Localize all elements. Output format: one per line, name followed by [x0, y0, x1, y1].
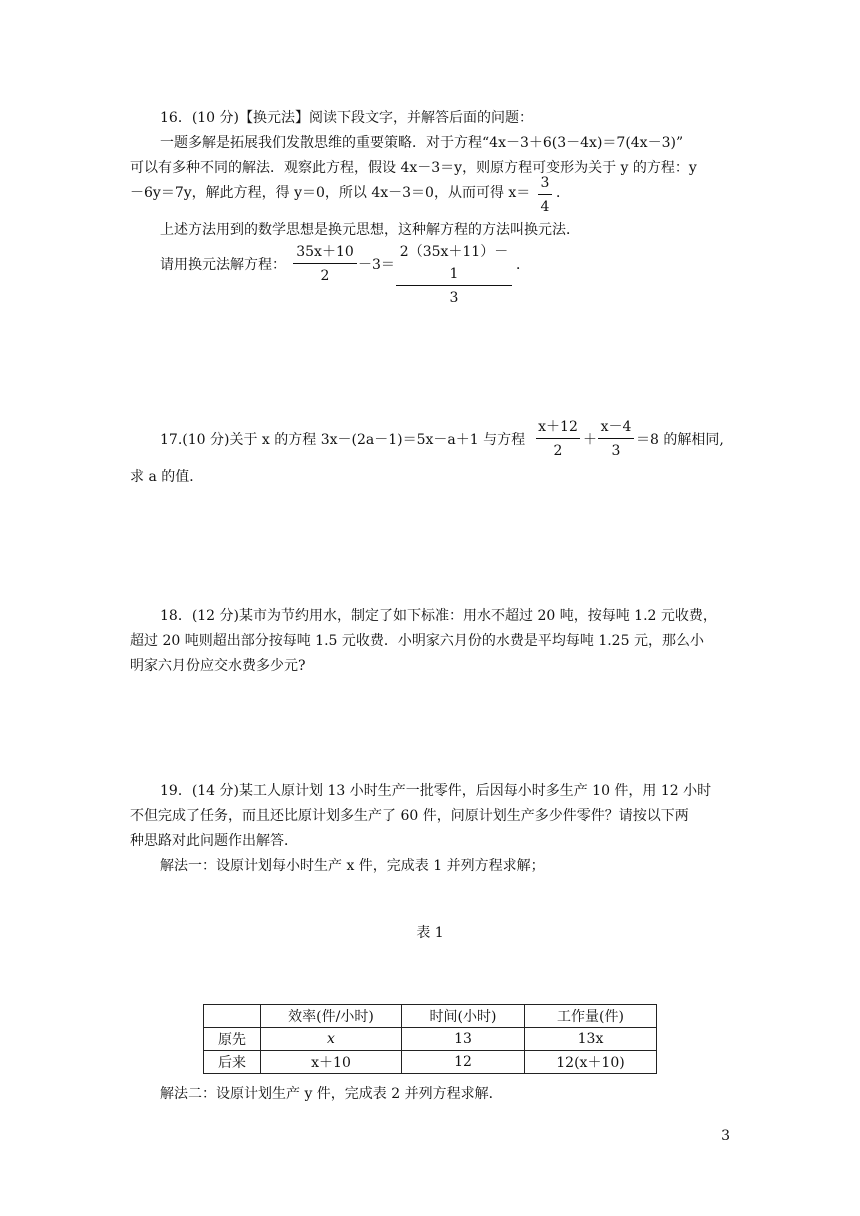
- fraction-denominator: 3: [449, 290, 459, 306]
- fraction-denominator: 2: [320, 268, 330, 284]
- q19-line3: 种思路对此问题作出解答．: [130, 833, 298, 849]
- q18-line2: 超过 20 吨则超出部分按每吨 1.5 元收费．小明家六月份的水费是平均每吨 1.25 元，那么小: [130, 633, 704, 649]
- fraction-numerator: x＋12: [536, 416, 580, 439]
- q16-equation-end: ．: [516, 257, 530, 273]
- q16-fraction-x: [538, 172, 552, 219]
- table-cell: 13x: [525, 1028, 657, 1051]
- q17-plus: ＋: [583, 432, 597, 448]
- fraction-numerator: 2（35x＋11）－1: [396, 241, 512, 286]
- work-table: [203, 1004, 657, 1074]
- q19-line1: 19．(14 分)某工人原计划 13 小时生产一批零件，后因每小时多生产 10 件，用 12 小时: [160, 783, 712, 799]
- q17-line1-suffix: ＝8 的解相同,: [636, 432, 724, 448]
- table-caption: 表 1: [416, 925, 444, 941]
- q16-line3: －6y＝7y，解此方程，得 y＝0，所以 4x－3＝0，从而可得 x＝: [130, 185, 531, 201]
- table-header-row: [204, 1005, 657, 1028]
- table-cell: 13: [402, 1028, 525, 1051]
- table-row: [204, 1051, 657, 1074]
- q16-heading: 16．(10 分)【换元法】阅读下段文字，并解答后面的问题：: [160, 110, 534, 126]
- q16-line5-prefix: 请用换元法解方程：: [160, 257, 286, 273]
- q18-line1: 18．(12 分)某市为节约用水，制定了如下标准：用水不超过 20 吨，按每吨 1.2 元收费，: [160, 608, 717, 624]
- q16-line4: 上述方法用到的数学思想是换元思想，这种解方程的方法叫换元法．: [160, 222, 580, 238]
- table-header-cell: 时间(小时): [402, 1005, 525, 1028]
- fraction-denominator: 2: [553, 443, 563, 459]
- q19-method1: 解法一：设原计划每小时生产 x 件，完成表 1 并列方程求解；: [160, 858, 545, 874]
- q16-equation-fraction1: [293, 241, 357, 288]
- q17-fraction1: [536, 416, 580, 463]
- q17-line1-prefix: 17.(10 分)关于 x 的方程 3x－(2a－1)＝5x－a＋1 与方程: [160, 432, 526, 448]
- q16-line1: 一题多解是拓展我们发散思维的重要策略．对于方程“4x－3＋6(3－4x)＝7(4x－3)”: [160, 135, 684, 151]
- table-cell: 原先: [204, 1028, 261, 1051]
- fraction-numerator: 35x＋10: [293, 241, 357, 264]
- table-cell: 12(x＋10): [525, 1051, 657, 1074]
- table-cell: x＋10: [261, 1051, 402, 1074]
- q16-equation-mid: －3＝: [358, 257, 395, 273]
- table-header-cell: [204, 1005, 261, 1028]
- page-number: 3: [721, 1128, 730, 1144]
- q16-equation-fraction2: [396, 241, 512, 310]
- fraction-denominator: 4: [540, 199, 550, 215]
- q16-line2: 可以有多种不同的解法．观察此方程，假设 4x－3＝y，则原方程可变形为关于 y 的方程：y: [130, 160, 697, 176]
- fraction-numerator: 3: [538, 172, 552, 195]
- q18-line3: 明家六月份应交水费多少元?: [130, 658, 306, 674]
- q19-method2: 解法二：设原计划生产 y 件，完成表 2 并列方程求解．: [160, 1086, 503, 1102]
- fraction-denominator: 3: [611, 443, 621, 459]
- table-header-cell: 工作量(件): [525, 1005, 657, 1028]
- table-cell: 12: [402, 1051, 525, 1074]
- table-header-cell: 效率(件/小时): [261, 1005, 402, 1028]
- q16-line3-end: ．: [556, 185, 570, 201]
- fraction-numerator: x－4: [598, 416, 634, 439]
- table-row: [204, 1028, 657, 1051]
- table-cell: 后来: [204, 1051, 261, 1074]
- table-cell: x: [261, 1028, 402, 1051]
- q17-fraction2: [598, 416, 634, 463]
- q19-line2: 不但完成了任务，而且还比原计划多生产了 60 件，问原计划生产多少件零件？请按以下两: [130, 808, 689, 824]
- q17-line2: 求 a 的值．: [130, 469, 204, 485]
